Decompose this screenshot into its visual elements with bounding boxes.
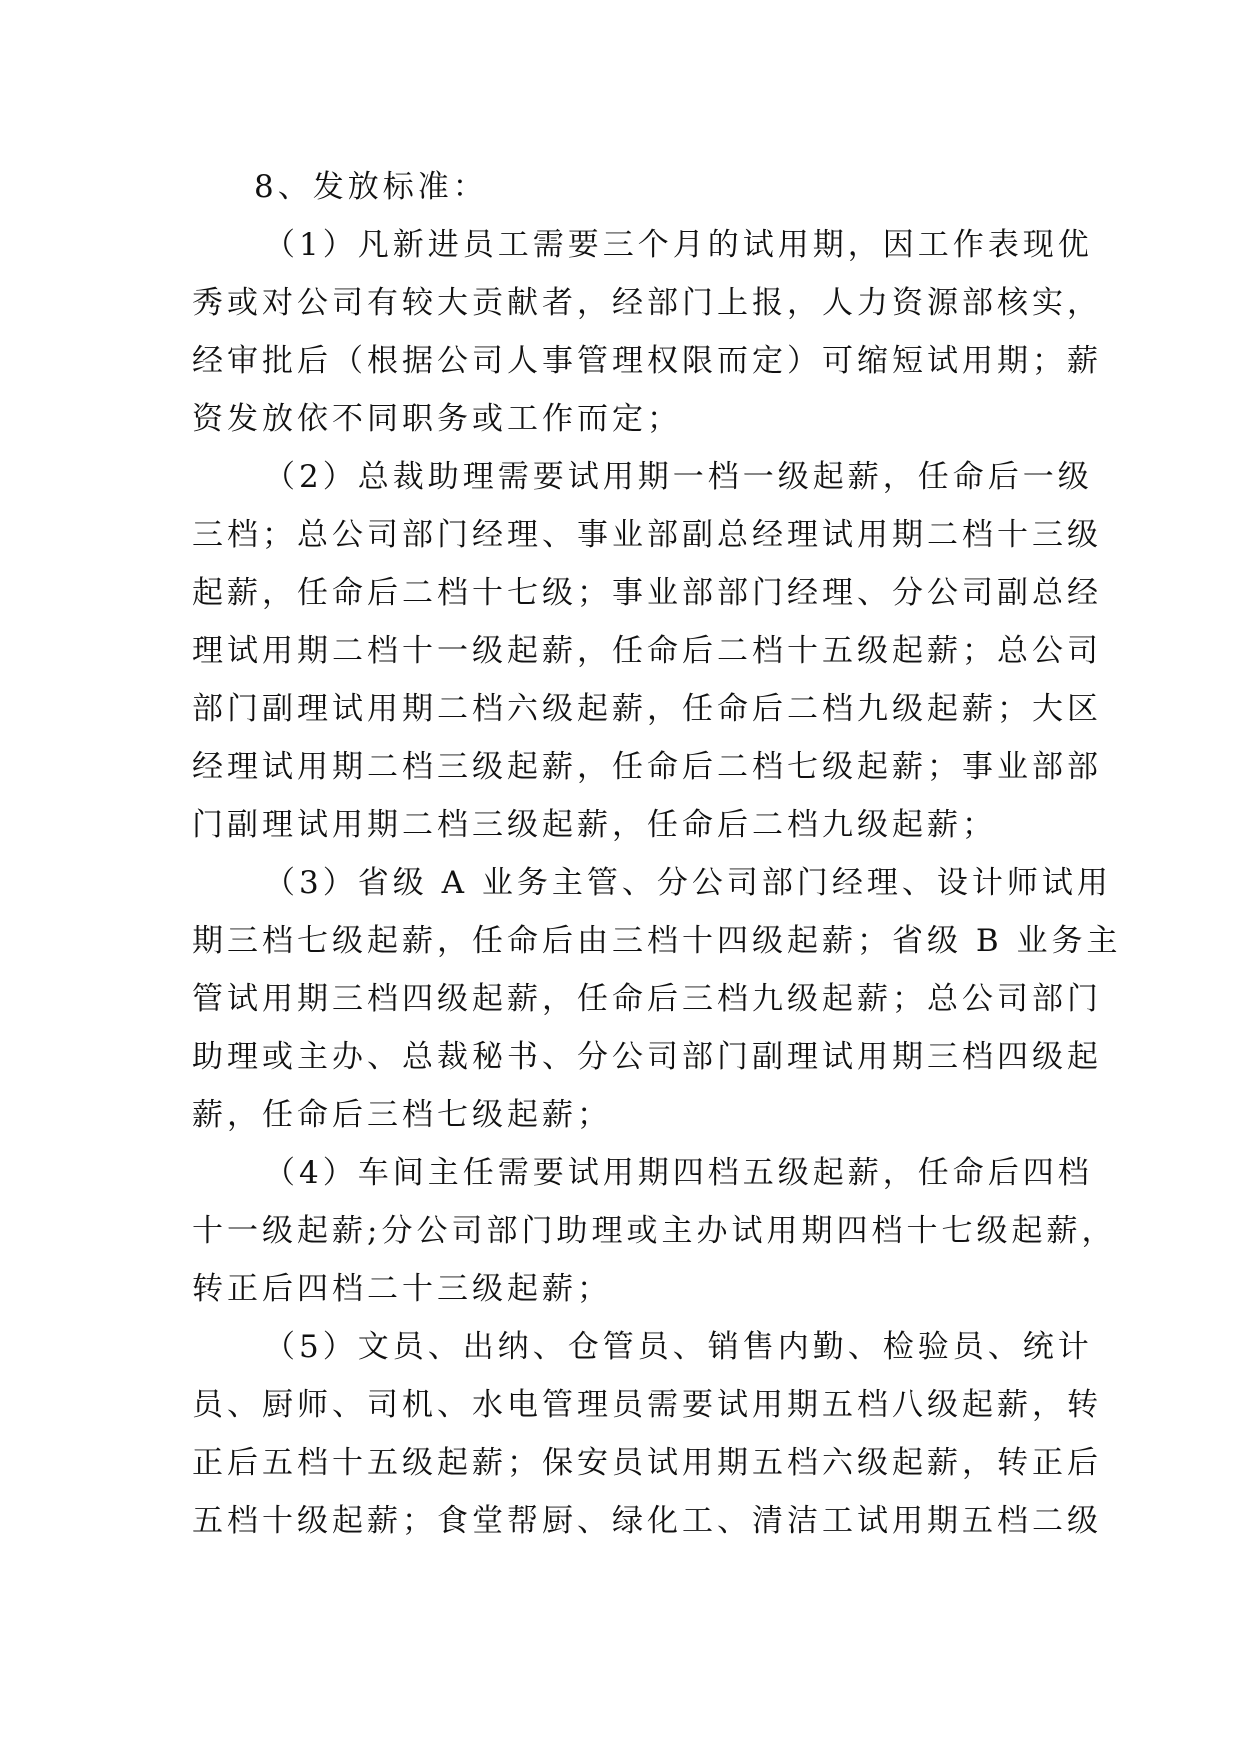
paragraph-list [192, 216, 1122, 1550]
paragraph-line: 转正后四档二十三级起薪； [192, 1271, 612, 1307]
paragraph-line: 秀或对公司有较大贡献者，经部门上报，人力资源部核实， [192, 285, 1102, 321]
paragraph-line: 薪，任命后三档七级起薪； [192, 1097, 612, 1133]
paragraph [192, 216, 1102, 448]
paragraph-line: 员、厨师、司机、水电管理员需要试用期五档八级起薪，转 [192, 1387, 1102, 1423]
paragraph-line: 门副理试用期二档三级起薪，任命后二档九级起薪； [192, 807, 997, 843]
section-heading: 8、发放标准： [254, 169, 488, 205]
paragraph-line: （5）文员、出纳、仓管员、销售内勤、检验员、统计 [264, 1329, 1093, 1365]
document-body [192, 158, 1122, 1550]
paragraph [192, 1144, 1117, 1318]
paragraph-line: 资发放依不同职务或工作而定； [192, 401, 682, 437]
paragraph-line: 起薪，任命后二档十七级；事业部部门经理、分公司副总经 [192, 575, 1102, 611]
paragraph-line: 正后五档十五级起薪；保安员试用期五档六级起薪，转正后 [192, 1445, 1102, 1481]
paragraph-line: （3）省级 A 业务主管、分公司部门经理、设计师试用 [264, 865, 1112, 901]
paragraph-line: 十一级起薪;分公司部门助理或主办试用期四档十七级起薪， [192, 1213, 1117, 1249]
paragraph-line: （2）总裁助理需要试用期一档一级起薪，任命后一级 [264, 459, 1093, 495]
paragraph [192, 1318, 1102, 1550]
paragraph-line: 期三档七级起薪，任命后由三档十四级起薪；省级 B 业务主 [192, 923, 1122, 959]
paragraph-line: 管试用期三档四级起薪，任命后三档九级起薪；总公司部门 [192, 981, 1102, 1017]
paragraph-line: （1）凡新进员工需要三个月的试用期，因工作表现优 [264, 227, 1093, 263]
paragraph-line: 五档十级起薪；食堂帮厨、绿化工、清洁工试用期五档二级 [192, 1503, 1102, 1539]
paragraph [192, 854, 1122, 1144]
paragraph-line: 三档；总公司部门经理、事业部副总经理试用期二档十三级 [192, 517, 1102, 553]
paragraph [192, 448, 1102, 854]
paragraph-line: 理试用期二档十一级起薪，任命后二档十五级起薪；总公司 [192, 633, 1102, 669]
paragraph-line: 助理或主办、总裁秘书、分公司部门副理试用期三档四级起 [192, 1039, 1102, 1075]
paragraph-line: 经审批后（根据公司人事管理权限而定）可缩短试用期；薪 [192, 343, 1102, 379]
paragraph-line: 部门副理试用期二档六级起薪，任命后二档九级起薪；大区 [192, 691, 1102, 727]
paragraph-line: 经理试用期二档三级起薪，任命后二档七级起薪；事业部部 [192, 749, 1102, 785]
paragraph-line: （4）车间主任需要试用期四档五级起薪，任命后四档 [264, 1155, 1093, 1191]
